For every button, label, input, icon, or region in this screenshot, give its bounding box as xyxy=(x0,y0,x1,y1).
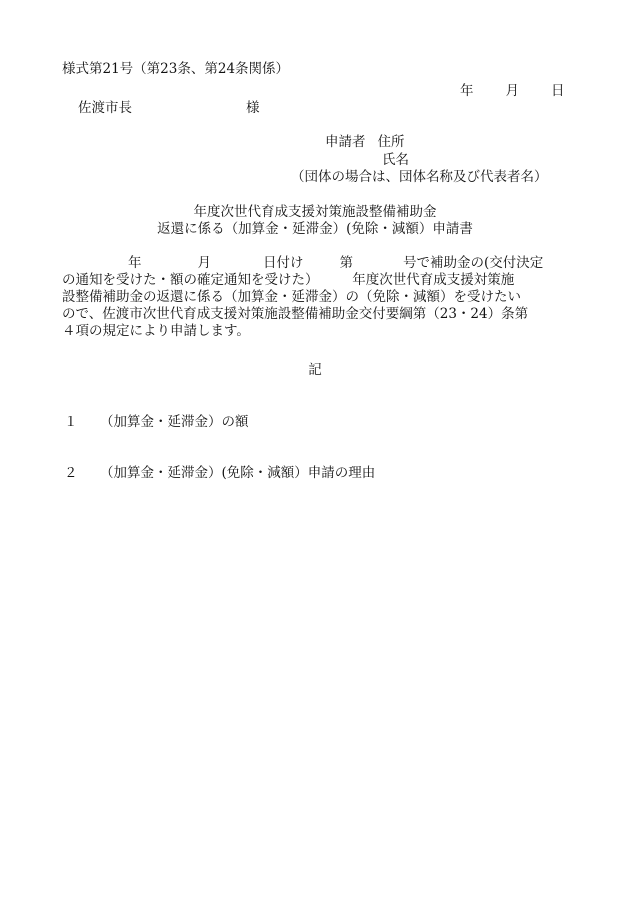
document-title-line2: 返還に係る（加算金・延滞金）(免除・減額）申請書 xyxy=(157,221,473,237)
date-month: 月 xyxy=(505,83,519,99)
body-line-2: の通知を受けた・額の確定通知を受けた） 年度次世代育成支援対策施 xyxy=(62,272,515,288)
addressee-name: 佐渡市長 xyxy=(78,100,132,116)
date-year: 年 xyxy=(460,83,474,99)
document-title-line1: 年度次世代育成支援対策施設整備補助金 xyxy=(193,204,437,220)
item-number: ２ xyxy=(64,465,78,481)
organization-note: （団体の場合は、団体名称及び代表者名） xyxy=(291,169,548,185)
body-paragraph xyxy=(62,255,576,340)
ki-heading: 記 xyxy=(308,362,322,378)
body-year: 年 xyxy=(128,255,142,271)
applicant-name-label: 氏名 xyxy=(382,152,409,168)
applicant-label: 申請者 xyxy=(325,134,366,150)
body-line-3: 設整備補助金の返還に係る（加算金・延滞金）の（免除・減額）を受けたい xyxy=(62,289,521,305)
item-text: （加算金・延滞金）の額 xyxy=(100,414,249,430)
item-text: （加算金・延滞金）(免除・減額）申請の理由 xyxy=(100,465,376,481)
body-line-1 xyxy=(62,255,576,272)
list-item xyxy=(64,465,375,481)
item-number: １ xyxy=(64,414,78,430)
address-label: 住所 xyxy=(377,134,405,150)
body-line-5: ４項の規定により申請します。 xyxy=(62,323,250,339)
addressee-honorific: 様 xyxy=(246,100,260,116)
form-label: 様式第21号（第23条、第24条関係） xyxy=(62,61,290,77)
body-date: 日付け xyxy=(263,255,304,271)
body-line-4: ので、佐渡市次世代育成支援対策施設整備補助金交付要綱第（23・24）条第 xyxy=(62,306,529,322)
body-number: 第 xyxy=(339,255,353,271)
addressee xyxy=(78,100,260,116)
list-item xyxy=(64,414,249,430)
body-line-1-rest: 号で補助金の(交付決定 xyxy=(403,255,544,271)
date-line xyxy=(460,83,565,99)
applicant-address-row xyxy=(325,134,405,150)
date-day: 日 xyxy=(551,83,565,99)
body-month: 月 xyxy=(197,255,211,271)
